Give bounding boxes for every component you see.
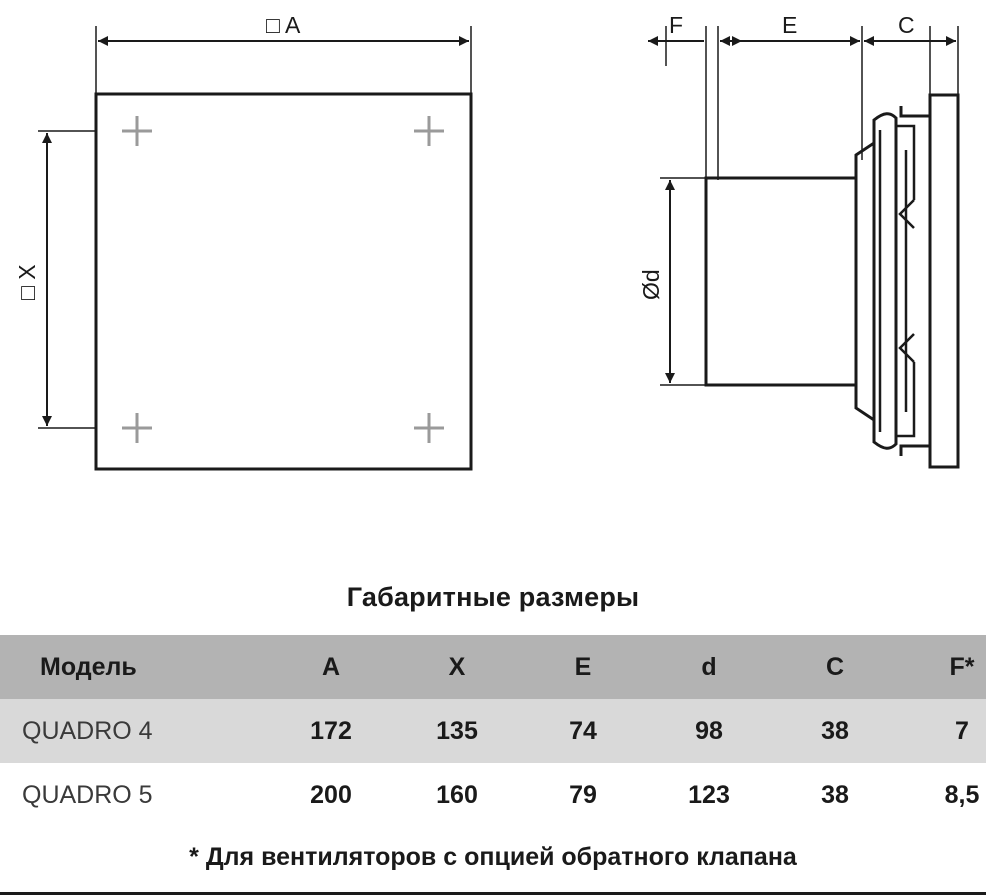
front-view-group <box>38 26 471 469</box>
header-model: Модель <box>40 652 137 681</box>
header-d: d <box>701 652 717 681</box>
header-x: X <box>448 652 466 681</box>
dim-label-a: □ A <box>266 12 301 38</box>
header-e: E <box>574 652 592 681</box>
header-f: F* <box>949 652 975 681</box>
header-c: C <box>825 652 845 681</box>
cell-e-quadro5: 79 <box>569 780 597 809</box>
cell-f-quadro5: 8,5 <box>944 780 980 809</box>
dim-label-diameter: Ød <box>638 269 664 300</box>
header-a: A <box>321 652 341 681</box>
cell-d-quadro5: 123 <box>688 780 730 809</box>
cell-x-quadro5: 160 <box>436 780 478 809</box>
table-header-row <box>0 635 986 699</box>
table-body <box>0 699 986 827</box>
dimensions-section <box>0 560 986 872</box>
cell-f-quadro4: 7 <box>955 716 969 745</box>
table-title: Габаритные размеры <box>346 582 640 612</box>
cell-model-quadro5: QUADRO 5 <box>22 780 153 809</box>
cell-x-quadro4: 135 <box>436 716 478 745</box>
cell-a-quadro4: 172 <box>310 716 352 745</box>
dimensions-table <box>0 635 986 827</box>
table-header <box>0 635 986 699</box>
cell-c-quadro5: 38 <box>821 780 849 809</box>
cell-a-quadro5: 200 <box>310 780 352 809</box>
cell-c-quadro4: 38 <box>821 716 849 745</box>
dim-label-c: C <box>898 12 915 38</box>
cell-d-quadro4: 98 <box>695 716 723 745</box>
table-row <box>0 699 986 763</box>
dim-label-x: □ X <box>14 264 40 300</box>
cell-model-quadro4: QUADRO 4 <box>22 716 153 745</box>
side-view-group <box>648 26 958 467</box>
table-row <box>0 763 986 827</box>
dim-label-f: F <box>669 12 684 38</box>
dim-label-e: E <box>782 12 798 38</box>
table-footnote: * Для вентиляторов с опцией обратного клапана <box>189 843 797 871</box>
cell-e-quadro4: 74 <box>569 716 597 745</box>
